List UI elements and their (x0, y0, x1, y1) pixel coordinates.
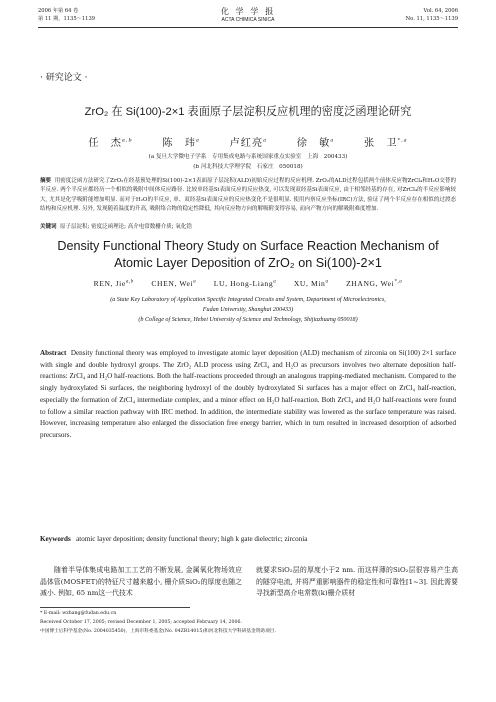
title-en (28, 238, 468, 272)
title-cn: ZrO₂ 在 Si(100)-2×1 表面原子层淀积反应机理的密度泛函理论研究 (84, 106, 412, 118)
authors-cn (40, 134, 456, 149)
author-en: ZHANG, Wei$^{*,a}$ (346, 279, 403, 288)
header-rule (38, 27, 458, 28)
abstract-en-label: Abstract (40, 349, 67, 357)
affiliation-en-a1: (a State Key Laboratory of Application Specific Integrated Circuits and System, Department of Microelectronics, (110, 297, 386, 303)
keywords-cn-text: 原子层淀积; 密度泛函理论; 高介电常数栅介质; 氧化锆 (60, 224, 192, 230)
author-cn: 徐 敏$^a$ (296, 137, 335, 149)
body-column-left: 随着半导体集成电路加工工艺的不断发展, 金属氧化物场效应晶体管(MOSFET)的特征尺寸越来越小, 栅介质SiO₂的厚度也随之减小. 例如, 65 nm这一代技术 (40, 566, 242, 597)
section-label: · 研究论文 · (40, 73, 88, 83)
header-volume: 2006 年第 64 卷 (38, 8, 79, 14)
abstract-en (40, 348, 456, 442)
journal-name-cn: 化 学 学 报 (220, 6, 276, 16)
author-en: CHEN, Wei$^a$ (151, 279, 197, 288)
author-en: LU, Hong-Liang$^a$ (213, 279, 277, 288)
title-en-line2: Atomic Layer Deposition of ZrO₂ on Si(100)-2×1 (114, 256, 382, 270)
affiliation-cn-b: (b 河北科技大学理学院 石家庄 050018) (193, 164, 303, 170)
abstract-en-text: Density functional theory was employed to investigate atomic layer deposition (ALD) mechanism of zirconia on Si(100) 2×1 surface with single and double hydroxyl groups. The ZrO₂ ALD process using ZrCl₄ and H₂O as precursors involves two alternate deposition half-reactions: ZrCl₄ and H₂O half-reactions. Both the half-reactions proceeded through an analogous trapping-mediated mechanism. Compared to the singly hydroxylated Si surfaces, the neighboring hydroxyl of the doubly hydroxylated Si surfaces has a major effect on ZrCl₄ half-reaction, especially the formation of ZrCl₄ intermediate complex, and a minor effect on H₂O half-reaction. Both ZrCl₄ and H₂O half-reactions were found to follow a similar reaction pathway with IRC method. In addition, the intermediate stability was lowered as the surface temperature was raised. However, increasing temperature also enlarged the dissociation free energy barrier, which in turn resulted in increased desorption of adsorbed precursors. (40, 349, 457, 439)
journal-name-en: ACTA CHIMICA SINICA (221, 17, 275, 23)
keywords-cn (40, 223, 456, 232)
abstract-cn-label: 摘要 (40, 178, 52, 184)
author-en: XU, Min$^a$ (293, 279, 329, 288)
author-cn: 张 卫$^{*,a}$ (364, 137, 408, 149)
keywords-en-label: Keywords (40, 535, 71, 543)
footnote-rule (40, 607, 190, 608)
affiliation-cn-a: (a 复旦大学微电子学系 专用集成电路与系统国家重点实验室 上海 200433) (148, 154, 348, 160)
abstract-cn-text: 用密度泛函方法研究了ZrO₂在经基预处理的Si(100)-2×1表面原子层淀积(ALD)初始反应过程的反应机理. ZrO₂的ALD过程包括两个前体反应物ZrCl₄和H₂O交替的半反应. 两个半反应都经历一个相似的吸附中间体反应路径. 比较单经基Si表面反应的反应热变, 可以发现双经基Si表面反应, 由于相邻经基的存在, 对ZrCl₄的半反应影响较大, 尤其是化学吸附能增加明显. 而对于H₂O的半反应, 单、双经基Si表面反应的反应热变化不是很明显. 使用内禀反应坐标(IRC)方法, 验证了两个半反应存在相似的过渡态结构和反应机理. 另外, 发现随着温度的升高, 吸附络合物的稳定性降低, 其向反应物方向的解吸附变得容易, 而向产物方向的解吸附难度增加. (40, 178, 456, 212)
footnote-received: Received October 17, 2005; revised December 1, 2005; accepted February 14, 2006. (40, 620, 242, 625)
footnote-funding: 中国博士后科学基金(No. 2004035450)、上海市科委基金(No. 04ZR14015)和河北科技大学科研基金资助项目. (40, 629, 276, 634)
authors-en (40, 279, 456, 288)
keywords-cn-label: 关键词 (40, 224, 57, 230)
author-cn: 任 杰$^{a,b}$ (88, 137, 133, 149)
keywords-en-text: atomic layer deposition; density functional theory; high k gate dielectric; zirconia (76, 535, 308, 543)
abstract-cn (40, 177, 456, 214)
author-en: REN, Jie$^{a,b}$ (93, 279, 134, 288)
author-cn: 陈 玮$^a$ (162, 137, 200, 149)
keywords-en (40, 535, 456, 543)
body-column-right: 就要求SiO₂层的厚度小于2 nm. 而这样薄的SiO₂层很容易产生高的隧穿电流, 并将严重影响器件的稳定性和可靠性[1~3]. 因此需要寻找新型高介电常数(k)栅介质材 (256, 566, 458, 597)
affiliation-en-a2: Fudan University, Shanghai 200433) (202, 307, 294, 313)
footnote-email: * E-mail: wzhang@fudan.edu.cn (40, 611, 117, 616)
author-cn: 卢红亮$^a$ (229, 137, 268, 149)
header-issue-en: No. 11, 1135～1139 (405, 16, 458, 22)
affiliation-en-b: (b College of Science, Hebei University of Science and Technology, Shijiazhuang 050018) (138, 317, 358, 323)
header-volume-en: Vol. 64, 2006 (423, 8, 458, 14)
header-issue-pages: 第 11 期，1135～1139 (38, 16, 96, 22)
affiliations-en (40, 295, 456, 325)
title-en-line1: Density Functional Theory Study on Surface Reaction Mechanism of (57, 239, 439, 253)
